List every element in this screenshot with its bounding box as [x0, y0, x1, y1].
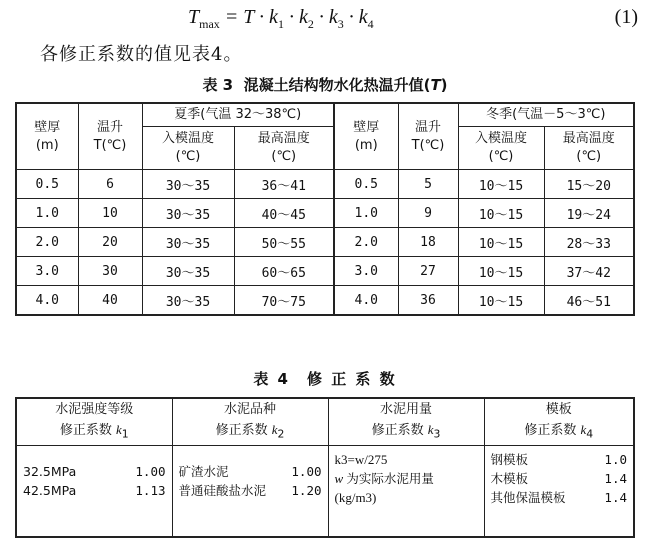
cell-max: 15～20	[544, 170, 634, 199]
table-row	[16, 170, 634, 199]
cell-mold: 10～15	[458, 228, 544, 257]
cell-wall: 2.0	[334, 228, 398, 257]
amount-desc: w 为实际水泥用量	[334, 471, 434, 486]
table-row	[16, 199, 634, 228]
cell-mold: 30～35	[142, 228, 234, 257]
header-cement-type: 水泥品种 修正系数 $k_2$	[172, 398, 328, 446]
amount-equation: k3=w/275	[334, 452, 388, 467]
cell-wall: 1.0	[334, 199, 398, 228]
header-max-temp: 最高温度 (℃)	[234, 127, 334, 170]
table4	[15, 397, 635, 538]
header-temp-rise: 温升 T(℃)	[398, 103, 458, 170]
equation-number: (1)	[614, 6, 638, 28]
list-item: 其他保温模板 1.4	[490, 490, 627, 505]
list-item: 普通硅酸盐水泥 1.20	[178, 483, 322, 498]
cell-temp: 20	[78, 228, 142, 257]
header-mold-temp: 入模温度 (℃)	[458, 127, 544, 170]
cell-max: 50～55	[234, 228, 334, 257]
header-temp-rise: 温升 T(℃)	[78, 103, 142, 170]
cell-max: 19～24	[544, 199, 634, 228]
intro-text: 各修正系数的值见表4。	[40, 44, 243, 65]
cell-cement-amount	[328, 446, 484, 538]
list-item: 木模板 1.4	[490, 471, 627, 486]
cell-mold: 30～35	[142, 257, 234, 286]
cell-max: 37～42	[544, 257, 634, 286]
table3-caption: 表 3 混凝土结构物水化热温升值(T)	[202, 76, 448, 94]
cell-mold: 10～15	[458, 199, 544, 228]
cell-max: 40～45	[234, 199, 334, 228]
table-row	[16, 286, 634, 316]
cell-wall: 0.5	[16, 170, 78, 199]
cell-wall: 2.0	[16, 228, 78, 257]
table4-caption: 表 4 修 正 系 数	[253, 370, 397, 388]
header-cement-amount: 水泥用量 修正系数 $k_3$	[328, 398, 484, 446]
cell-max: 28～33	[544, 228, 634, 257]
cell-temp: 27	[398, 257, 458, 286]
cell-max: 60～65	[234, 257, 334, 286]
cell-temp: 30	[78, 257, 142, 286]
header-mold-temp: 入模温度 (℃)	[142, 127, 234, 170]
cell-mold: 30～35	[142, 286, 234, 316]
cell-strength	[16, 446, 172, 538]
equation-body: $T_{max} = T \cdot k_1 \cdot k_2 \cdot k_3 \cdot k_4$	[188, 6, 374, 31]
cell-temp: 10	[78, 199, 142, 228]
cell-temp: 5	[398, 170, 458, 199]
cell-wall: 0.5	[334, 170, 398, 199]
cell-wall: 3.0	[16, 257, 78, 286]
header-formwork: 模板 修正系数 $k_4$	[484, 398, 634, 446]
cell-mold: 30～35	[142, 199, 234, 228]
cell-temp: 40	[78, 286, 142, 316]
cell-wall: 4.0	[334, 286, 398, 316]
cell-max: 36～41	[234, 170, 334, 199]
cell-wall: 1.0	[16, 199, 78, 228]
cell-max: 70～75	[234, 286, 334, 316]
header-max-temp: 最高温度 (℃)	[544, 127, 634, 170]
cell-max: 46～51	[544, 286, 634, 316]
cell-temp: 6	[78, 170, 142, 199]
header-winter: 冬季(气温－5～3℃)	[458, 103, 634, 127]
cell-mold: 10～15	[458, 257, 544, 286]
list-item: 42.5MPa 1.13	[23, 483, 166, 498]
table-row	[16, 257, 634, 286]
cell-temp: 9	[398, 199, 458, 228]
cell-wall: 3.0	[334, 257, 398, 286]
cell-mold: 30～35	[142, 170, 234, 199]
cell-temp: 18	[398, 228, 458, 257]
amount-unit: (kg/m3)	[334, 490, 377, 505]
table3	[15, 102, 635, 316]
cell-formwork	[484, 446, 634, 538]
list-item: 矿渣水泥 1.00	[178, 464, 322, 479]
table-row	[16, 228, 634, 257]
cell-mold: 10～15	[458, 170, 544, 199]
list-item: 32.5MPa 1.00	[23, 464, 166, 479]
header-wall: 壁厚 (m)	[16, 103, 78, 170]
list-item: 钢模板 1.0	[490, 452, 627, 467]
header-wall: 壁厚 (m)	[334, 103, 398, 170]
cell-cement-type	[172, 446, 328, 538]
cell-wall: 4.0	[16, 286, 78, 316]
header-summer: 夏季(气温 32～38℃)	[142, 103, 334, 127]
header-strength-grade: 水泥强度等级 修正系数 $k_1$	[16, 398, 172, 446]
cell-temp: 36	[398, 286, 458, 316]
cell-mold: 10～15	[458, 286, 544, 316]
